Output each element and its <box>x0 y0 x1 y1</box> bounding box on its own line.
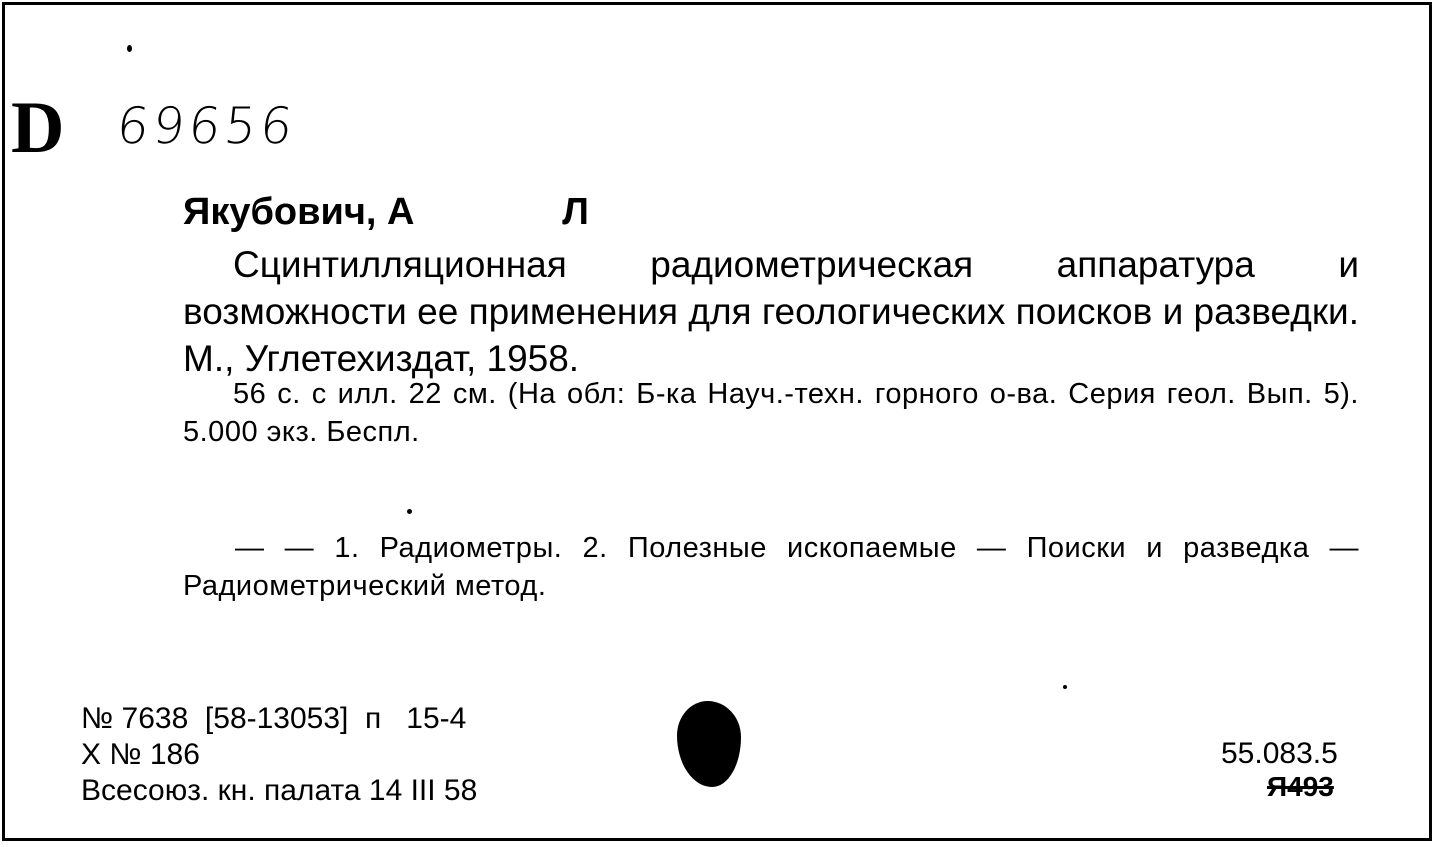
ink-speck <box>1063 685 1067 689</box>
registration-x-number-line: Х № 186 <box>81 738 200 771</box>
registration-number-line: № 7638 [58-13053] п 15-4 <box>81 702 467 735</box>
cutter-number: Я493 <box>1267 771 1334 802</box>
chamber-date-line: Всесоюз. кн. палата 14 III 58 <box>81 774 478 807</box>
author-heading: Якубович, А Л <box>183 191 589 233</box>
title-statement: Сцинтилляционная радиометрическая аппаратура и возможности ее применения для геологических поисков и разведки. М., Углетехиздат, 1958. <box>183 244 1359 379</box>
classification-number: 55.083.5 <box>1221 737 1338 770</box>
ink-blot <box>677 701 741 787</box>
subject-headings: — — 1. Радиометры. 2. Полезные ископаемые — Поиски и разведка — Радиометрический метод. <box>183 532 1359 602</box>
catalog-card <box>2 2 1432 841</box>
library-stamp-letter: D <box>11 87 61 169</box>
collation-note: 56 с. с илл. 22 см. (На обл: Б-ка Науч.-техн. горного о-ва. Серия геол. Вып. 5). 5.000 экз. Беспл. <box>183 378 1359 448</box>
handwritten-accession-number: 69656 <box>113 97 300 155</box>
ink-speck <box>407 509 412 514</box>
ink-speck <box>127 45 132 52</box>
